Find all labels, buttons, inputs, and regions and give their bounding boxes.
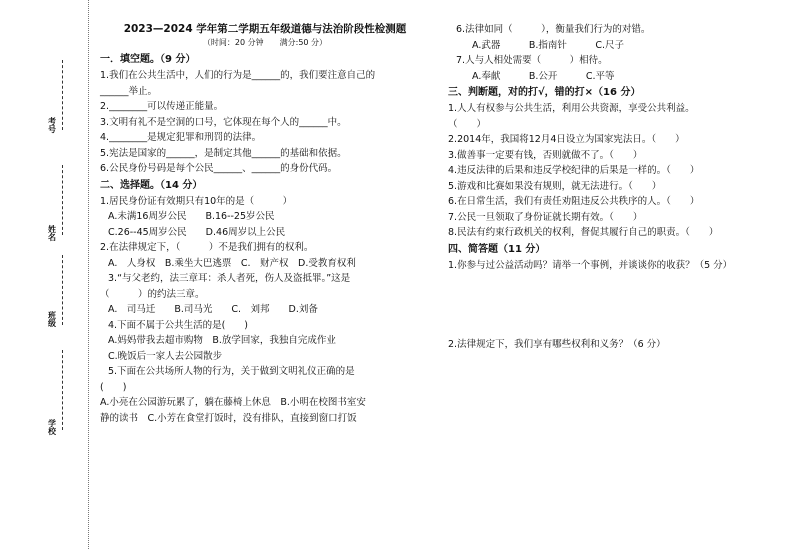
- binding-line: [62, 165, 64, 235]
- judge-question: 5.游戏和比赛如果没有规则，就无法进行。（ ）: [448, 180, 662, 192]
- section-short-answer-heading: 四、简答题（11 分）: [448, 243, 546, 255]
- binding-line: [62, 60, 64, 130]
- judge-question: 8.民法有约束行政机关的权利，督促其履行自己的职责。（ ）: [448, 227, 719, 238]
- choice-options: A. 司马迁 B.司马光 C. 刘邦 D.刘备: [108, 304, 318, 315]
- class-label: 班级: [48, 311, 56, 328]
- judge-question: 3.做善事一定要有钱，否则就做不了。（ ）: [448, 149, 643, 161]
- exam-number-label: 考号: [48, 117, 56, 134]
- choice-question: 2.在法律规定下，（ ）不是我们拥有的权利。: [100, 242, 314, 253]
- choice-question: 4.下面不属于公共生活的是( ): [108, 319, 248, 331]
- choice-options: C.晚饭后一家人去公园散步: [108, 350, 223, 362]
- choice-options: （ ）的约法三章。: [100, 288, 205, 300]
- fill-question: 5.宪法是国家的______，是制定其他______的基础和依据。: [100, 147, 347, 159]
- choice-options: A. 人身权 B.乘坐大巴逃票 C. 财产权 D.受教育权利: [108, 257, 356, 269]
- fill-question: 3.文明有礼不是空洞的口号，它体现在每个人的______中。: [100, 116, 347, 128]
- right-column: [448, 22, 784, 393]
- answer-space[interactable]: [448, 353, 784, 393]
- judge-question: 4.违反法律的后果和违反学校纪律的后果是一样的。（ ）: [448, 165, 700, 176]
- judge-question: 2.2014年，我国将12月4日设立为国家宪法日。（ ）: [448, 134, 685, 145]
- choice-question: 5.下面在公共场所人物的行为，关于做到文明礼仪正确的是: [108, 366, 355, 377]
- fill-question: ______举止。: [100, 85, 158, 97]
- choice-question: 3.“与父老约，法三章耳：杀人者死，伤人及盗抵罪。”这是: [108, 273, 351, 284]
- choice-question: 6.法律如同（ ），衡量我们行为的对错。: [456, 24, 651, 35]
- choice-options: C.26--45周岁公民 D.46周岁以上公民: [108, 226, 286, 238]
- binding-margin: [0, 0, 90, 549]
- short-answer-question: 1.你参与过公益活动吗？请举一个事例，并谈谈你的收获？（5 分）: [448, 259, 733, 271]
- choice-options: ( ): [100, 381, 127, 393]
- judge-question: 1.人人有权参与公共生活，利用公共资源，享受公共利益。: [448, 103, 695, 114]
- choice-options: A.奉献 B.公开 C.平等: [472, 70, 615, 82]
- answer-space[interactable]: [448, 273, 784, 337]
- section-choice-heading: 二、选择题。（14 分）: [100, 179, 203, 191]
- exam-meta: （时间：20 分钟 满分:50 分）: [202, 38, 328, 47]
- choice-options: A.小亮在公园游玩累了，躺在藤椅上休息 B.小明在校图书室安: [100, 397, 366, 408]
- short-answer-question: 2.法律规定下，我们享有哪些权利和义务？（6 分）: [448, 339, 666, 350]
- judge-question: （ ）: [448, 118, 487, 130]
- binding-line: [62, 350, 64, 430]
- section-judge-heading: 三、判断题，对的打√，错的打×（16 分）: [448, 87, 641, 98]
- name-label: 姓名: [48, 225, 56, 242]
- fill-question: 6.公民身份号码是每个公民______、______的身份代码。: [100, 163, 338, 174]
- choice-question: 7.人与人相处需要（ ）相待。: [456, 55, 608, 66]
- school-label: 学校: [48, 419, 56, 436]
- choice-question: 1.居民身份证有效期只有10年的是（ ）: [100, 195, 293, 207]
- judge-question: 7.公民一旦领取了身份证就长期有效。（ ）: [448, 211, 643, 223]
- binding-separator: [88, 0, 89, 549]
- fill-question: 1.我们在公共生活中，人们的行为是______的，我们要注意自己的: [100, 70, 376, 81]
- page-title: 2023—2024 学年第二学期五年级道德与法治阶段性检测题: [123, 23, 407, 35]
- choice-options: A.妈妈带我去超市购物 B.放学回家，我独自完成作业: [108, 335, 336, 346]
- choice-options: A.武器 B.指南针 C.尺子: [472, 39, 625, 51]
- fill-question: 2.________可以传递正能量。: [100, 101, 224, 112]
- section-fill-blank-heading: 一．填空题。（9 分）: [100, 54, 196, 65]
- fill-question: 4.________是规定犯罪和刑罚的法律。: [100, 132, 262, 143]
- judge-question: 6.在日常生活，我们有责任劝阻违反公共秩序的人。（ ）: [448, 196, 700, 207]
- choice-options: 静的读书 C.小芳在食堂打饭时，没有排队，直接到窗口打饭: [100, 412, 357, 424]
- choice-options: A.未满16周岁公民 B.16--25岁公民: [108, 211, 275, 222]
- binding-line: [62, 255, 64, 325]
- left-column: [100, 22, 430, 426]
